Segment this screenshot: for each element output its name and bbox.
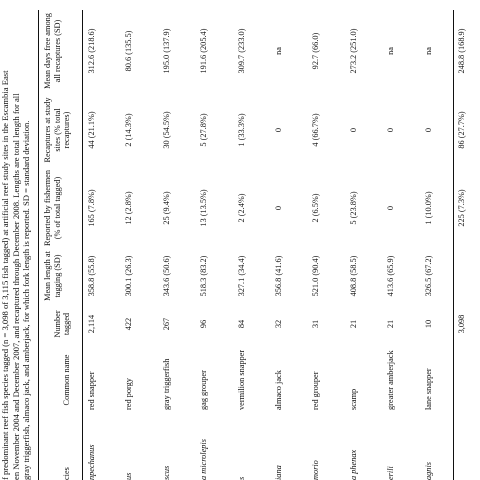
- column-header: Mean days free among all recaptures (SD): [43, 13, 62, 89]
- species-cell: a phenax: [348, 449, 358, 480]
- table-cell: 2 (6.5%): [311, 193, 321, 223]
- species-cell: a microlepis: [199, 439, 209, 480]
- table-cell: 0: [423, 127, 433, 133]
- species-cell: iana: [274, 465, 283, 480]
- table-cell: 0: [274, 205, 283, 211]
- table-cell: 518.3 (83.2): [199, 255, 209, 297]
- table-cell: 10: [423, 319, 433, 329]
- totals-cell: 3,098: [457, 314, 466, 334]
- column-header: Common name: [62, 354, 72, 406]
- common-name-cell: red snapper: [87, 371, 96, 410]
- table-cell: 5 (27.8%): [199, 113, 209, 147]
- table-cell: 12 (2.8%): [124, 191, 134, 225]
- column-header: Reported by fishermen (% of total tagged): [43, 169, 62, 247]
- table-cell: na: [386, 47, 396, 55]
- species-cell: npechanus: [87, 444, 96, 480]
- table-cell: 1 (33.3%): [236, 113, 246, 147]
- table-cell: 191.6 (205.4): [199, 28, 209, 74]
- table-cell: 413.6 (65.9): [386, 255, 396, 297]
- common-name-cell: gag grouper: [199, 370, 209, 410]
- totals-cell: 248.8 (168.9): [457, 28, 466, 74]
- table-cell: 92.7 (66.0): [311, 32, 321, 70]
- table-cell: 195.0 (137.9): [161, 28, 171, 74]
- table-cell: 0: [386, 205, 396, 211]
- table-cell: 5 (23.8%): [348, 191, 358, 225]
- table-totals-rule: [453, 10, 454, 480]
- table-cell: 312.6 (218.6): [87, 28, 96, 74]
- table-cell: 267: [161, 317, 171, 331]
- column-header: Number tagged: [52, 310, 72, 338]
- common-name-cell: scamp: [348, 388, 358, 410]
- table-cell: 165 (7.8%): [87, 189, 96, 227]
- table-cell: 44 (21.1%): [87, 111, 96, 149]
- table-cell: 358.8 (55.8): [87, 255, 96, 297]
- common-name-cell: red porgy: [124, 378, 134, 410]
- table-cell: 2,114: [87, 314, 96, 334]
- common-name-cell: almaco jack: [274, 370, 283, 410]
- table-cell: 0: [274, 127, 283, 133]
- common-name-cell: gray triggerfish: [161, 358, 171, 410]
- table-top-rule: [38, 10, 39, 480]
- table-cell: 2 (14.3%): [124, 113, 134, 147]
- table-cell: 521.0 (90.4): [311, 255, 321, 297]
- table-cell: na: [274, 47, 283, 55]
- table-cell: 273.2 (251.0): [348, 28, 358, 74]
- table-cell: 21: [348, 319, 358, 329]
- table-header-rule: [82, 10, 83, 480]
- species-cell: us: [124, 472, 134, 480]
- table-cell: 1 (10.0%): [423, 191, 433, 225]
- table-cell: 0: [386, 127, 396, 133]
- column-header: Recaptures at study sites (% total recaptures): [43, 97, 72, 163]
- table-cell: 408.8 (58.5): [348, 255, 358, 297]
- table-cell: 4 (66.7%): [311, 113, 321, 147]
- common-name-cell: greater amberjack: [386, 350, 396, 410]
- column-header: Mean length at tagging (SD): [43, 251, 62, 301]
- table-cell: 327.1 (34.4): [236, 255, 246, 297]
- table-cell: 32: [274, 319, 283, 329]
- caption-line: en November 2004 and December 2007, and recaptured through December 2008. Lengths are total length for all: [10, 93, 21, 480]
- table-cell: 0: [348, 127, 358, 133]
- common-name-cell: red grouper: [311, 371, 321, 410]
- table-cell: 13 (13.5%): [199, 189, 209, 227]
- table-caption: [0, 20, 32, 480]
- table-cell: 343.6 (50.6): [161, 255, 171, 297]
- species-cell: s: [236, 476, 246, 480]
- species-cell: scus: [161, 465, 171, 480]
- table-cell: 300.1 (26.3): [124, 255, 134, 297]
- common-name-cell: vermilion snapper: [236, 349, 246, 410]
- caption-line: f predominant reef fish species tagged (n = 3,098 of 3,115 fish tagged) at artificial reef study sites in the Escambia East: [0, 70, 10, 480]
- table-cell: 309.7 (233.0): [236, 28, 246, 74]
- table-cell: 326.5 (67.2): [423, 255, 433, 297]
- common-name-cell: lane snapper: [423, 368, 433, 410]
- table-cell: 84: [236, 319, 246, 329]
- species-cell: erili: [386, 466, 396, 480]
- species-cell: morio: [311, 460, 321, 480]
- table-cell: 31: [311, 319, 321, 329]
- table-cell: 80.6 (135.5): [124, 30, 134, 72]
- table-cell: 356.8 (41.6): [274, 255, 283, 297]
- table-cell: 96: [199, 319, 209, 329]
- table-cell: 30 (54.5%): [161, 111, 171, 149]
- table-cell: na: [423, 47, 433, 55]
- table-cell: 25 (9.4%): [161, 191, 171, 225]
- totals-cell: 225 (7.3%): [457, 189, 466, 227]
- table-cell: 21: [386, 319, 396, 329]
- column-header: cies: [62, 467, 72, 480]
- table-cell: 422: [124, 317, 134, 331]
- species-cell: agnis: [423, 462, 433, 480]
- totals-cell: 86 (27.7%): [457, 111, 466, 149]
- table-cell: 2 (2.4%): [236, 193, 246, 223]
- caption-line: gray triggerfish, almaco jack, and amberjack, for which fork length is reported. SD = standard deviation.: [21, 120, 31, 480]
